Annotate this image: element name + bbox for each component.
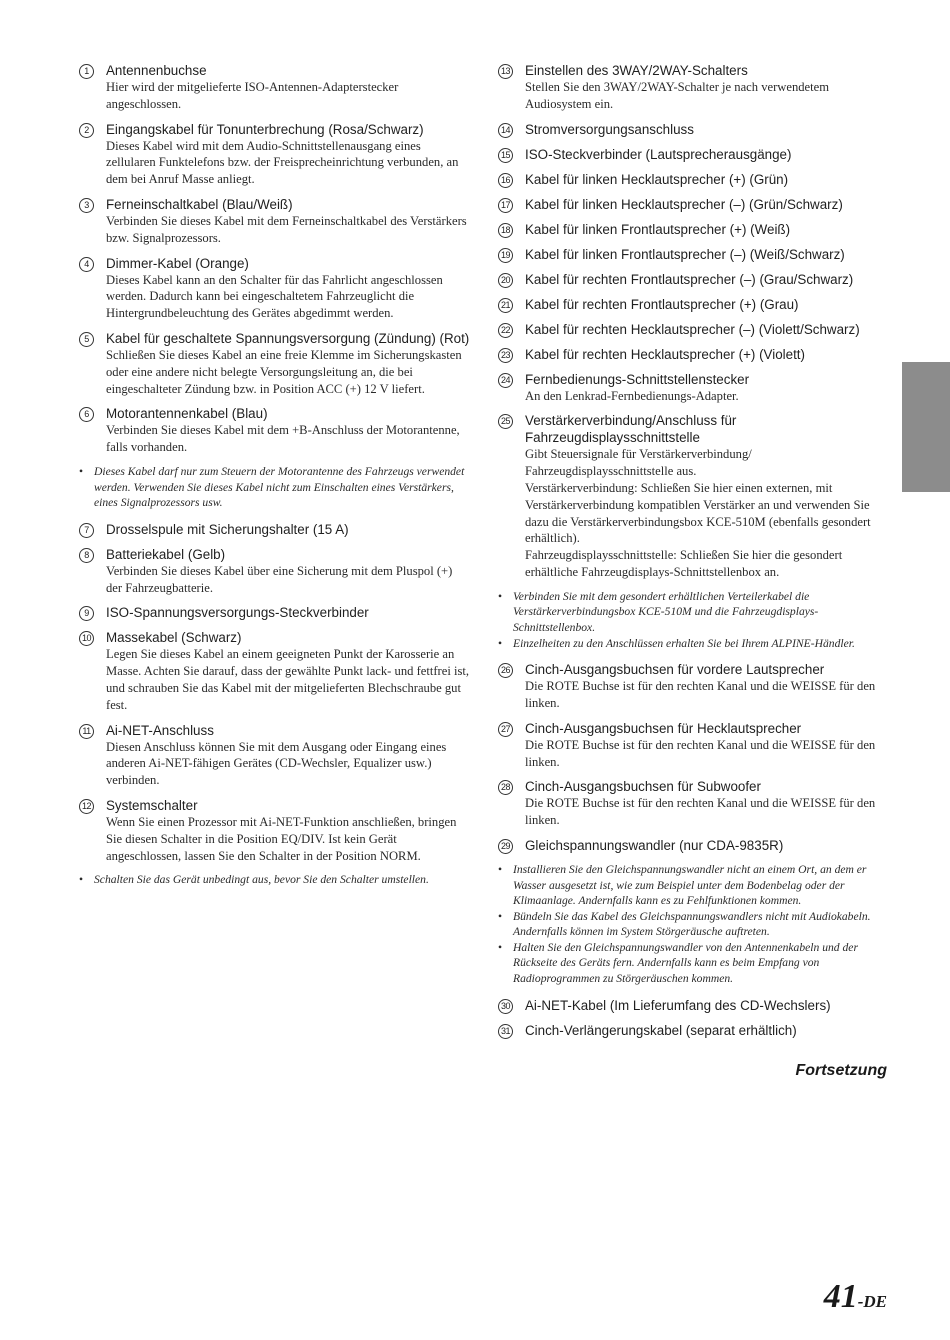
item-description: Dieses Kabel wird mit dem Audio-Schnittstellenausgang eines zellularen Funktelefons bzw. der Freisprecheinrichtung verbunden, an dem bei Anruf Masse anliegt. [106, 138, 459, 187]
item-number-badge: 28 [498, 780, 513, 795]
connection-item [79, 196, 471, 247]
item-title: Cinch-Ausgangsbuchsen für Subwoofer [525, 779, 761, 795]
item-description: Die ROTE Buchse ist für den rechten Kanal und die WEISSE für den linken. [525, 679, 876, 710]
note-item: • Installieren Sie den Gleichspannungswandler nicht an einem Ort, an dem er Wasser ausgesetzt ist, wie zum Beispiel unter dem Bodenbelag oder der Klimaanlage. Andernfalls kann es zu Fehlfunktionen kommen. [498, 862, 890, 909]
continued-label: Fortsetzung [795, 1062, 887, 1079]
item-title: Ferneinschaltkabel (Blau/Weiß) [106, 196, 293, 212]
connection-item [498, 246, 890, 263]
item-title: Cinch-Ausgangsbuchsen für Hecklautsprecher [525, 720, 802, 736]
page-language-suffix: -DE [857, 1292, 887, 1311]
note-item: • Schalten Sie das Gerät unbedingt aus, bevor Sie den Schalter umstellen. [79, 872, 471, 888]
item-number-badge: 25 [498, 414, 513, 429]
item-title: Drosselspule mit Sicherungshalter (15 A) [106, 521, 349, 537]
item-number-badge: 5 [79, 332, 94, 347]
item-number-badge: 17 [498, 198, 513, 213]
item-description: Gibt Steuersignale für Verstärkerverbindung/ Fahrzeugdisplaysschnittstelle aus. Verstärkerverbindung: Schließen Sie hier einen externen, mit Verstärkerverbindung kompatiblen Verstärker an und verwenden Sie dazu die Verstärkerverbindungsbox KCE-510M (ebenfalls gesondert erhältlich). Fahrzeugdisplaysschnittstelle: Schließen Sie hier die gesondert erhältliche Fahrzeugdisplays-Schnittstellenbox an. [525, 447, 871, 579]
item-title: Ai-NET-Anschluss [106, 722, 214, 738]
item-description: Diesen Anschluss können Sie mit dem Ausgang oder Eingang eines anderen Ai-NET-fähigen Gerätes (CD-Wechsler, Equalizer usw.) verbinden. [106, 739, 447, 788]
connection-item [498, 1022, 890, 1039]
connection-item [79, 722, 471, 789]
connection-item [498, 321, 890, 338]
item-number-badge: 31 [498, 1024, 513, 1039]
connection-item [498, 997, 890, 1014]
connection-item [498, 346, 890, 363]
item-number-badge: 19 [498, 248, 513, 263]
item-number-badge: 26 [498, 663, 513, 678]
item-title: Dimmer-Kabel (Orange) [106, 255, 249, 271]
item-number-badge: 7 [79, 523, 94, 538]
item-title: Systemschalter [106, 797, 198, 813]
item-number-badge: 1 [79, 64, 94, 79]
connection-item [498, 221, 890, 238]
item-description: Verbinden Sie dieses Kabel mit dem +B-Anschluss der Motorantenne, falls vorhanden. [106, 423, 460, 455]
left-column [79, 62, 471, 898]
item-title: Eingangskabel für Tonunterbrechung (Rosa/Schwarz) [106, 121, 424, 137]
item-description: Stellen Sie den 3WAY/2WAY-Schalter je nach verwendetem Audiosystem ein. [525, 80, 830, 111]
item-description: Legen Sie dieses Kabel an einem geeigneten Punkt der Karosserie an Masse. Achten Sie darauf, dass der gewählte Punkt lack- und fettfrei ist, und schrauben Sie das Kabel mit der mitgelieferten Blechschraube gut fest. [106, 647, 470, 712]
item-description: Schließen Sie dieses Kabel an eine freie Klemme im Sicherungskasten oder eine andere nicht belegte Versorgungsleitung an, die bei eingeschalteter Zündung bzw. in Position ACC (+) 12 V liefert. [106, 347, 462, 396]
item-number-badge: 15 [498, 148, 513, 163]
item-title: Cinch-Ausgangsbuchsen für vordere Lautsprecher [525, 662, 825, 678]
item-title: Kabel für rechten Frontlautsprecher (+) (Grau) [525, 296, 799, 312]
item-number-badge: 24 [498, 373, 513, 388]
connection-item [498, 196, 890, 213]
section-tab-marker [902, 362, 950, 492]
note-list [79, 872, 471, 888]
item-number-badge: 11 [79, 724, 94, 739]
note-item: • Verbinden Sie mit dem gesondert erhältlichen Verteilerkabel die Verstärkerverbindungsbox KCE-510M und die Fahrzeugdisplays-Schnittstellenbox. [498, 589, 890, 636]
item-title: Stromversorgungsanschluss [525, 121, 694, 137]
connection-item [79, 797, 471, 864]
item-description: Hier wird der mitgelieferte ISO-Antennen-Adapterstecker angeschlossen. [106, 80, 399, 111]
note-item: • Bündeln Sie das Kabel des Gleichspannungswandlers nicht mit Audiokabeln. Andernfalls können im System Störgeräusche auftreten. [498, 909, 890, 940]
item-description: Verbinden Sie dieses Kabel über eine Sicherung mit dem Pluspol (+) der Fahrzeugbatterie. [106, 563, 453, 595]
connection-item [498, 62, 890, 113]
item-description: Wenn Sie einen Prozessor mit Ai-NET-Funktion anschließen, bringen Sie diesen Schalter in die Position EQ/DIV. Ist kein Gerät angeschlossen, lassen Sie den Schalter in der Position NORM. [106, 814, 457, 863]
item-title: Kabel für linken Frontlautsprecher (–) (Weiß/Schwarz) [525, 246, 845, 262]
item-title: Massekabel (Schwarz) [106, 630, 242, 646]
connection-item [79, 405, 471, 456]
note-item: • Halten Sie den Gleichspannungswandler von den Antennenkabeln und der Rückseite des Geräts fern. Andernfalls kann es beim Empfang von Radioprogrammen zu Störgeräuschen kommen. [498, 940, 890, 987]
item-title: Kabel für rechten Frontlautsprecher (–) (Grau/Schwarz) [525, 271, 854, 287]
item-title: Motorantennenkabel (Blau) [106, 406, 268, 422]
item-number-badge: 13 [498, 64, 513, 79]
item-title: Gleichspannungswandler (nur CDA-9835R) [525, 837, 784, 853]
item-number-badge: 9 [79, 606, 94, 621]
item-description: Die ROTE Buchse ist für den rechten Kanal und die WEISSE für den linken. [525, 737, 876, 769]
connection-item [498, 837, 890, 854]
item-title: ISO-Spannungsversorgungs-Steckverbinder [106, 605, 369, 621]
item-title: Kabel für rechten Hecklautsprecher (+) (Violett) [525, 346, 805, 362]
item-description: Dieses Kabel kann an den Schalter für das Fahrlicht angeschlossen werden. Dadurch kann bei eingeschaltetem Fahrzeuglicht die Hintergrundbeleuchtung des Gerätes abgedimmt werden. [106, 272, 443, 321]
item-title: Kabel für linken Frontlautsprecher (+) (Weiß) [525, 221, 791, 237]
page-number [760, 1278, 887, 1316]
item-title: Einstellen des 3WAY/2WAY-Schalters [525, 63, 748, 78]
item-number-badge: 4 [79, 257, 94, 272]
item-number-badge: 2 [79, 123, 94, 138]
item-number-badge: 21 [498, 298, 513, 313]
item-number-badge: 3 [79, 198, 94, 213]
right-column [498, 62, 890, 1047]
connection-item [498, 121, 890, 138]
connection-item [498, 171, 890, 188]
item-number-badge: 14 [498, 123, 513, 138]
item-title: Kabel für linken Hecklautsprecher (–) (Grün/Schwarz) [525, 196, 843, 212]
connection-item [498, 720, 890, 771]
note-list [79, 464, 471, 511]
connection-item [498, 412, 890, 580]
note-item: • Dieses Kabel darf nur zum Steuern der Motorantenne des Fahrzeugs verwendet werden. Verwenden Sie dieses Kabel nicht zum Einschalten eines Verstärkers, eines Signalprozessors usw. [79, 464, 471, 511]
connection-item [79, 629, 471, 713]
item-number-badge: 6 [79, 407, 94, 422]
item-description: Verbinden Sie dieses Kabel mit dem Ferneinschaltkabel des Verstärkers bzw. Signalprozessors. [106, 213, 467, 245]
item-number-badge: 16 [498, 173, 513, 188]
item-title: Cinch-Verlängerungskabel (separat erhältlich) [525, 1022, 797, 1038]
item-number-badge: 12 [79, 799, 94, 814]
note-item: • Einzelheiten zu den Anschlüssen erhalten Sie bei Ihrem ALPINE-Händler. [498, 636, 890, 652]
connection-item [79, 255, 471, 322]
item-number-badge: 10 [79, 631, 94, 646]
connection-item [498, 271, 890, 288]
connection-item [498, 146, 890, 163]
note-list [498, 862, 890, 987]
item-number-badge: 18 [498, 223, 513, 238]
note-list [498, 589, 890, 651]
connection-item [79, 546, 471, 597]
item-number-badge: 29 [498, 839, 513, 854]
connection-item [498, 371, 890, 405]
item-title: Antennenbuchse [106, 63, 207, 78]
item-description: An den Lenkrad-Fernbedienungs-Adapter. [525, 388, 739, 403]
connection-item [79, 604, 471, 621]
page-number-value: 41 [823, 1278, 858, 1315]
item-title: Kabel für linken Hecklautsprecher (+) (Grün) [525, 171, 789, 187]
item-number-badge: 8 [79, 548, 94, 563]
connection-item [79, 330, 471, 397]
item-title: Ai-NET-Kabel (Im Lieferumfang des CD-Wechslers) [525, 997, 831, 1013]
connection-item [498, 661, 890, 712]
item-number-badge: 27 [498, 722, 513, 737]
connection-item [498, 778, 890, 829]
connection-item [79, 521, 471, 538]
item-title: Kabel für geschaltete Spannungsversorgung (Zündung) (Rot) [106, 330, 470, 346]
item-number-badge: 22 [498, 323, 513, 338]
item-title: Fernbedienungs-Schnittstellenstecker [525, 371, 750, 387]
item-title: Verstärkerverbindung/Anschluss für Fahrzeugdisplaysschnittstelle [525, 413, 737, 446]
item-title: Kabel für rechten Hecklautsprecher (–) (Violett/Schwarz) [525, 321, 860, 337]
connection-item [79, 121, 471, 188]
connection-item [498, 296, 890, 313]
item-number-badge: 23 [498, 348, 513, 363]
item-number-badge: 30 [498, 999, 513, 1014]
connection-item [79, 62, 471, 113]
item-title: ISO-Steckverbinder (Lautsprecherausgänge) [525, 146, 792, 162]
item-title: Batteriekabel (Gelb) [106, 546, 226, 562]
item-description: Die ROTE Buchse ist für den rechten Kanal und die WEISSE für den linken. [525, 796, 876, 828]
item-number-badge: 20 [498, 273, 513, 288]
